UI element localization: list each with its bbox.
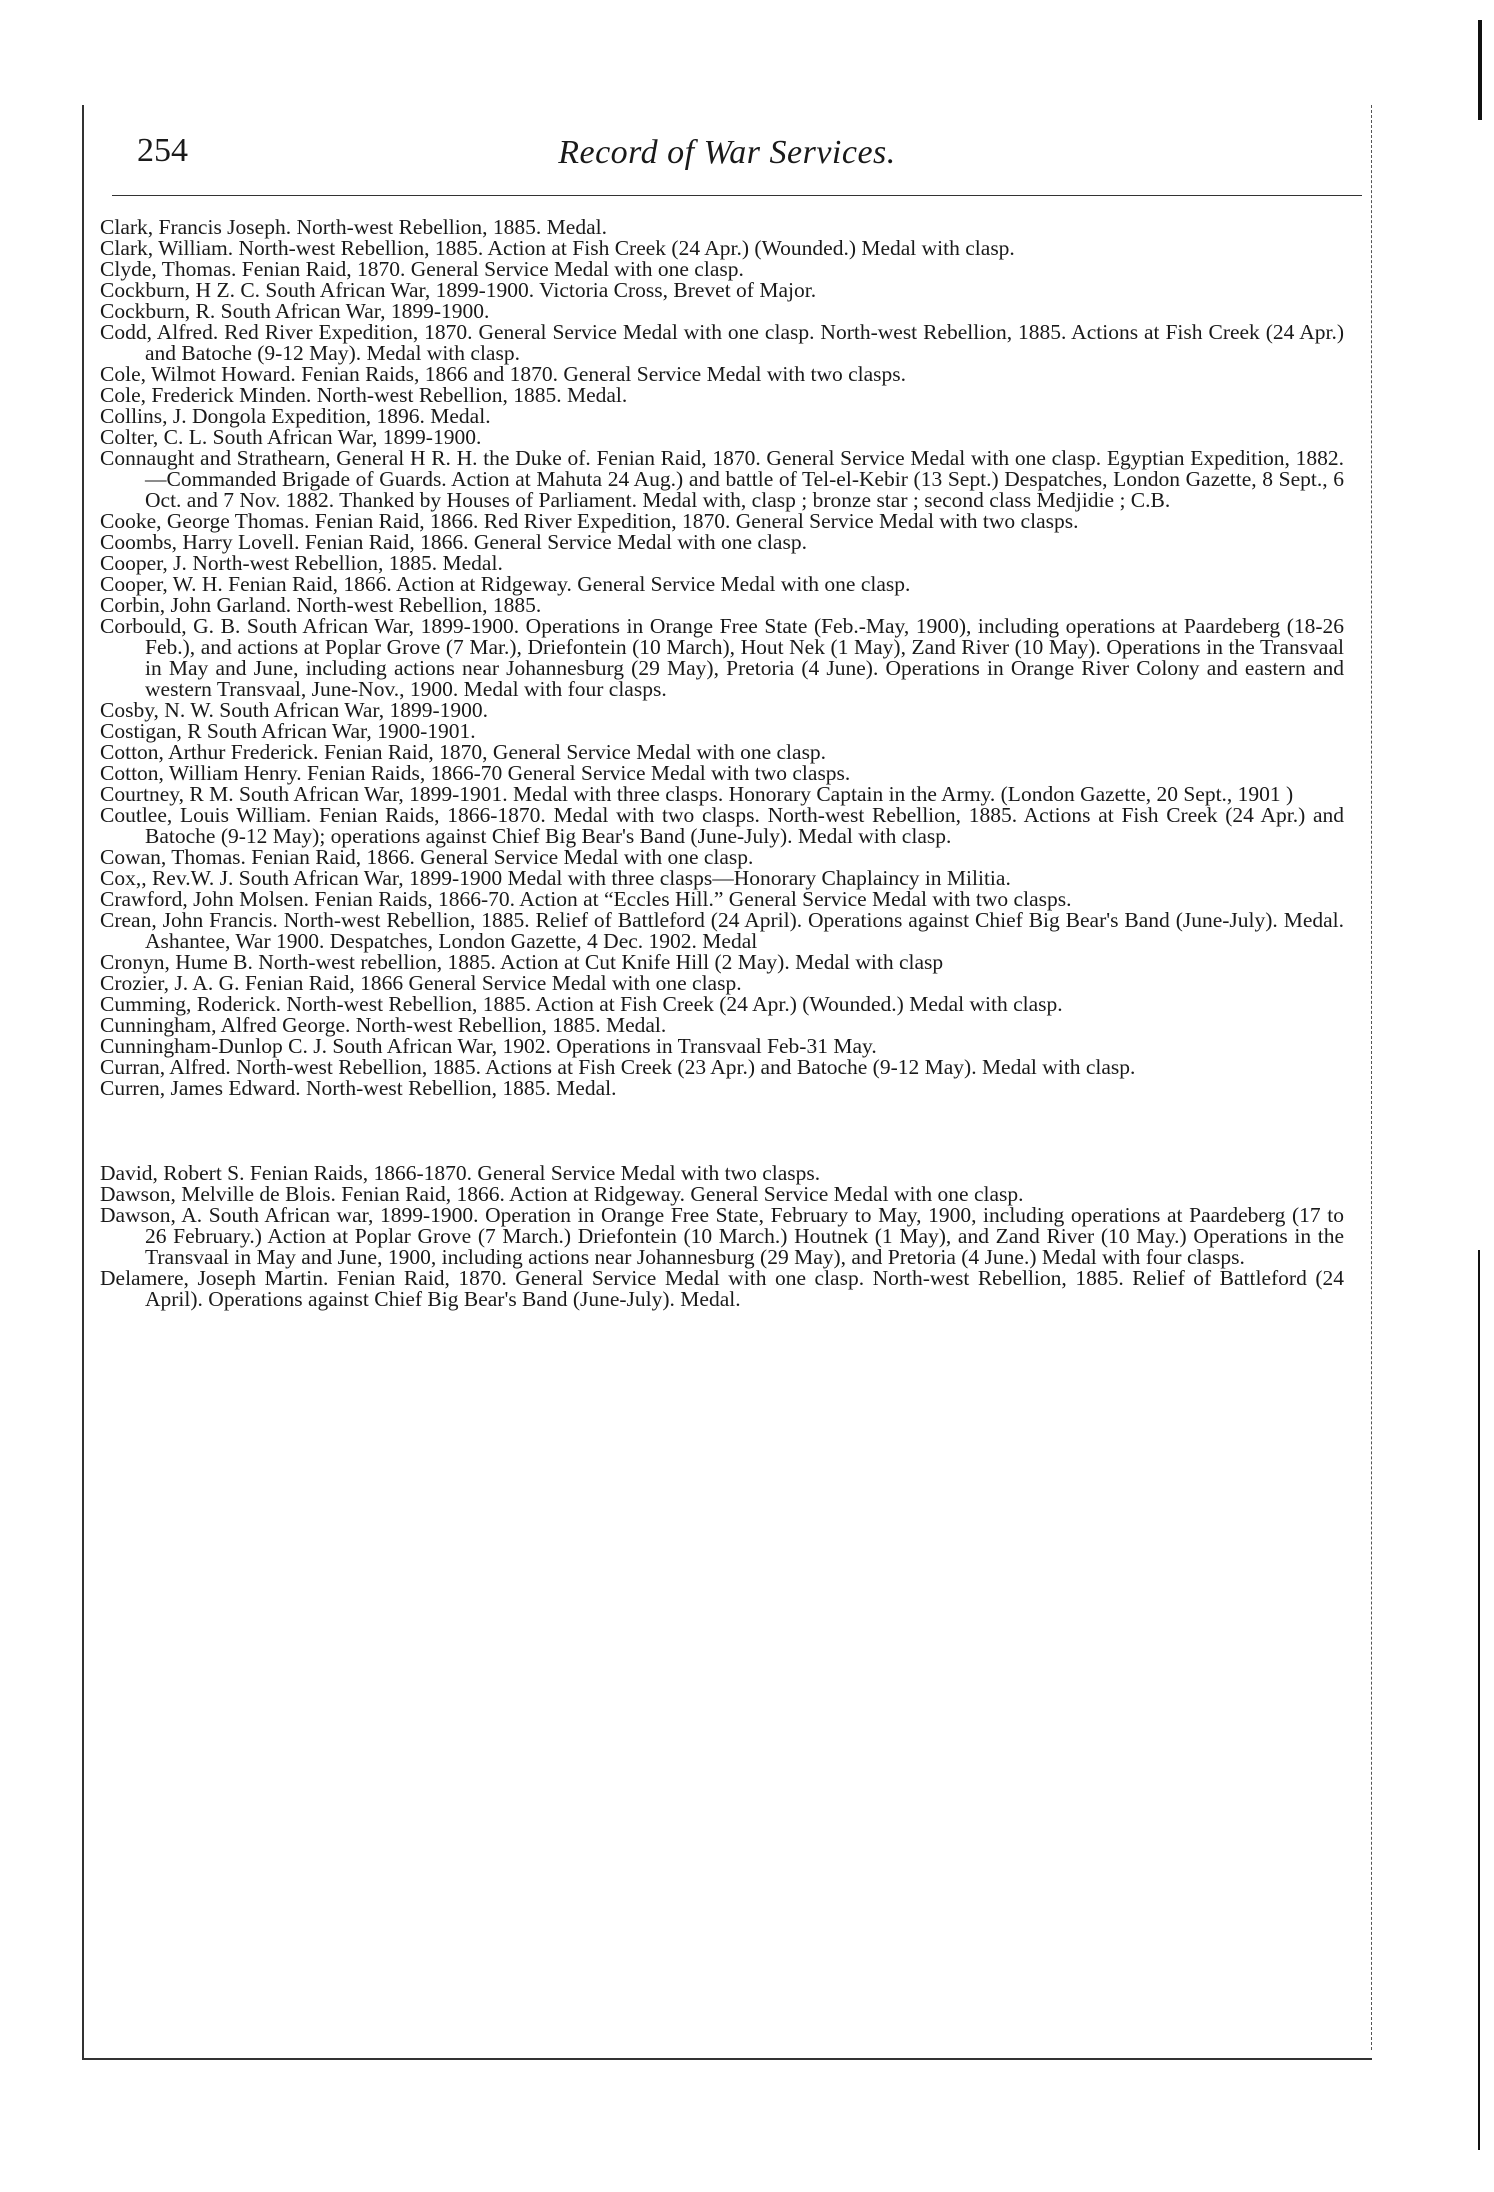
entry-name: Cockburn, R. [100,299,216,323]
entry-text: Fenian Raids, 1866 and 1870. General Service Medal with two clasps. [301,362,907,386]
entry [100,742,1344,763]
entry-name: Cunningham, Alfred George. [100,1013,351,1037]
entry-text: North-west Rebellion, 1885. Medal. [355,1013,667,1037]
entry-list [100,217,1344,1310]
entry [100,1163,1344,1184]
entry [100,889,1344,910]
entry-name: Cumming, Roderick. [100,992,281,1016]
entry-name: Coombs, Harry Lovell. [100,530,300,554]
entry-text: North-west Rebellion, 1885. Medal. [192,551,503,575]
entry-name: Cockburn, H Z. C. [100,278,261,302]
entry [100,280,1344,301]
entry-text: Dongola Expedition, 1896. Medal. [192,404,491,428]
entry [100,595,1344,616]
entry-text: Fenian Raid, 1866. Action at Ridgeway. General Service Medal with one clasp. [228,572,911,596]
entry-text: North-west Rebellion, 1885. Actions at Fish Creek (23 Apr.) and Batoche (9-12 May). Medal with clasp. [236,1055,1136,1079]
adjacent-page-edge [1470,0,1494,2192]
entry [100,868,1344,889]
entry-text: Fenian Raid, 1866. Red River Expedition, 1870. General Service Medal with two clasps. [314,509,1079,533]
entry [100,784,1344,805]
entry-name: Clyde, Thomas. [100,257,237,281]
entry-name: Cox,, Rev.W. J. [100,866,234,890]
entry-name: Costigan, R [100,719,202,743]
entry [100,364,1344,385]
entry [100,952,1344,973]
page-header [82,120,1372,180]
entry-name: Connaught and Strathearn, General H R. H. the Duke of. [100,446,591,470]
entry-text: South African War, 1899-1900. Victoria Cross, Brevet of Major. [265,278,817,302]
entry [100,721,1344,742]
entry-text: North-west rebellion, 1885. Action at Cut Knife Hill (2 May). Medal with clasp [258,950,944,974]
entry-name: Clark, William. [100,236,234,260]
entry-name: Corbould, G. B. [100,614,241,638]
entry-name: Clark, Francis Joseph. [100,215,292,239]
entry-name: Corbin, John Garland. [100,593,292,617]
entry-text: Fenian Raid, 1866. General Service Medal with one clasp. [304,530,807,554]
entry [100,1184,1344,1205]
entry [100,1057,1344,1078]
entry-text: Fenian Raid, 1870. General Service Medal with one clasp. [241,257,744,281]
entry-text: North-west Rebellion, 1885. Medal. [316,383,628,407]
entry-name: Cosby, N. W. [100,698,214,722]
entry [100,1268,1344,1310]
page-border-bottom [82,2058,1372,2060]
entry-name: Cotton, William Henry. [100,761,302,785]
entry [100,973,1344,994]
entry-text: North-west Rebellion, 1885. Action at Fish Creek (24 Apr.) (Wounded.) Medal with clasp. [238,236,1015,260]
entry-text: North-west Rebellion, 1885. Medal. [305,1076,617,1100]
entry-name: Colter, C. L. [100,425,208,449]
entry-text: Fenian Raid, 1870. General Service Medal with one clasp. North-west Rebellion, 1885. Relief of Battleford (24 April). Operations against Chief Big Bear's Band (June-July). Medal. [145,1266,1344,1311]
entry-text: South African War, 1899-1900. [212,425,482,449]
entry-text: Fenian Raid, 1866 General Service Medal with one clasp. [244,971,742,995]
entry-name: Curren, James Edward. [100,1076,301,1100]
entry-name: Cowan, Thomas. [100,845,246,869]
entry-text: South African War, 1899-1900 Medal with three clasps—Honorary Chaplaincy in Militia. [238,866,1011,890]
entry-text: Red River Expedition, 1870. General Service Medal with one clasp. North-west Rebellion, 1885. Actions at Fish Creek (24 Apr.) and Batoche (9-12 May). Medal with clasp. [145,320,1344,365]
entry [100,994,1344,1015]
entry [100,1205,1344,1268]
entry-group-c [100,217,1344,1099]
entry-name: Cronyn, Hume B. [100,950,253,974]
entry-name: Cotton, Arthur Frederick. [100,740,319,764]
entry [100,217,1344,238]
entry [100,574,1344,595]
entry-text: Fenian Raid, 1870, General Service Medal with one clasp. [323,740,827,764]
section-gap [100,1099,1344,1163]
entry [100,532,1344,553]
edge-rule [1478,1250,1480,2150]
entry-name: Cooper, W. H. [100,572,223,596]
entry [100,1036,1344,1057]
entry [100,1015,1344,1036]
entry-name: Crean, John Francis. [100,908,278,932]
entry [100,259,1344,280]
entry-name: Cole, Wilmot Howard. [100,362,296,386]
entry-text: Fenian Raids, 1866-70. Action at “Eccles Hill.” General Service Medal with two clasps. [314,887,1072,911]
entry-text: North-west Rebellion, 1885. Medal. [296,215,607,239]
entry [100,553,1344,574]
entry-text: Fenian Raid, 1866. General Service Medal with one clasp. [251,845,754,869]
entry-text: Fenian Raids, 1866-1870. Medal with two clasps. North-west Rebellion, 1885. Actions at Fish Creek (24 Apr.) and Batoche (9-12 May); operations against Chief Big Bear's Band (June-July). Medal with clasp. [145,803,1344,848]
entry-name: Courtney, R M. [100,782,234,806]
page [82,105,1372,2060]
entry-name: Cole, Frederick Minden. [100,383,312,407]
entry [100,301,1344,322]
entry-name: Curran, Alfred. [100,1055,231,1079]
entry [100,448,1344,511]
entry [100,763,1344,784]
entry-name: Coutlee, Louis William. [100,803,312,827]
entry [100,700,1344,721]
entry [100,238,1344,259]
entry-name: Delamere, Joseph Martin. [100,1266,329,1290]
entry-name: Crawford, John Molsen. [100,887,310,911]
entry [100,322,1344,364]
entry-text: South African War, 1900-1901. [206,719,476,743]
entry-text: North-west Rebellion, 1885. Action at Fish Creek (24 Apr.) (Wounded.) Medal with clasp. [286,992,1063,1016]
entry-group-d [100,1163,1344,1310]
entry [100,805,1344,847]
entry-text: South African War, 1899-1900. [220,299,490,323]
page-border-left [82,105,84,2060]
entry-name: Codd, Alfred. [100,320,219,344]
entry [100,406,1344,427]
edge-rule [1478,20,1482,120]
entry-name: Cooke, George Thomas. [100,509,310,533]
entry-text: Fenian Raid, 1870. General Service Medal with one clasp. Egyptian Expedition, 1882.—Commanded Brigade of Guards. Action at Mahuta 24 Aug.) and battle of Tel-el-Kebir (13 Sept.) Despatches, London Gazette, 8 Sept., 6 Oct. and 7 Nov. 1882. Thanked by Houses of Parliament. Medal with, clasp ; bronze star ; second class Medjidie ; C.B. [145,446,1345,512]
entry-text: North-west Rebellion, 1885. Relief of Battleford (24 April). Operations against Chief Big Bear's Band (June-July). Medal. Ashantee, War 1900. Despatches, London Gazette, 4 Dec. 1902. Medal [145,908,1344,953]
entry-text: South African War, 1899-1900. Operations in Orange Free State (Feb.-May, 1900), including operations at Paardeberg (18-26 Feb.), and actions at Poplar Grove (7 Mar.), Driefontein (10 March), Hout Nek (1 May), Zand River (10 May). Operations in the Transvaal in May and June, including actions near Johannesburg (29 May), Pretoria (4 June). Operations in Orange River Colony and eastern and western Transvaal, June-Nov., 1900. Medal with four clasps. [145,614,1345,701]
running-title: Record of War Services. [558,134,896,171]
header-rule [112,195,1362,196]
entry-name: Dawson, A. [100,1203,203,1227]
entry-text: Fenian Raids, 1866-70 General Service Medal with two clasps. [306,761,851,785]
entry-name: Collins, J. [100,404,187,428]
entry-text: South African War, 1902. Operations in Transvaal Feb-31 May. [332,1034,877,1058]
entry-text: North-west Rebellion, 1885. [296,593,542,617]
entry [100,910,1344,952]
page-border-right [1371,105,1372,2050]
entry [100,385,1344,406]
entry-text: South African War, 1899-1900. [219,698,488,722]
entry-text: Fenian Raids, 1866-1870. General Service Medal with two clasps. [249,1161,821,1185]
entry [100,616,1344,700]
page-number: 254 [137,132,188,169]
entry-name: David, Robert S. [100,1161,245,1185]
entry [100,427,1344,448]
entry-name: Dawson, Melville de Blois. [100,1182,336,1206]
entry [100,1078,1344,1099]
entry [100,511,1344,532]
entry-text: Fenian Raid, 1866. Action at Ridgeway. General Service Medal with one clasp. [341,1182,1024,1206]
entry-name: Cooper, J. [100,551,187,575]
entry-text: South African War, 1899-1901. Medal with three clasps. Honorary Captain in the Army. (London Gazette, 20 Sept., 1901 ) [238,782,1294,806]
entry-text: South African war, 1899-1900. Operation in Orange Free State, February to May, 1900, including operations at Paardeberg (17 to 26 February.) Action at Poplar Grove (7 March.) Driefontein (10 March.) Houtnek (1 May), and Zand River (10 May.) Operations in the Transvaal in May and June, 1900, including actions near Johannesburg (29 May), and Pretoria (4 June.) Medal with four clasps. [145,1203,1345,1269]
entry-name: Crozier, J. A. G. [100,971,240,995]
entry [100,847,1344,868]
entry-name: Cunningham-Dunlop C. J. [100,1034,327,1058]
